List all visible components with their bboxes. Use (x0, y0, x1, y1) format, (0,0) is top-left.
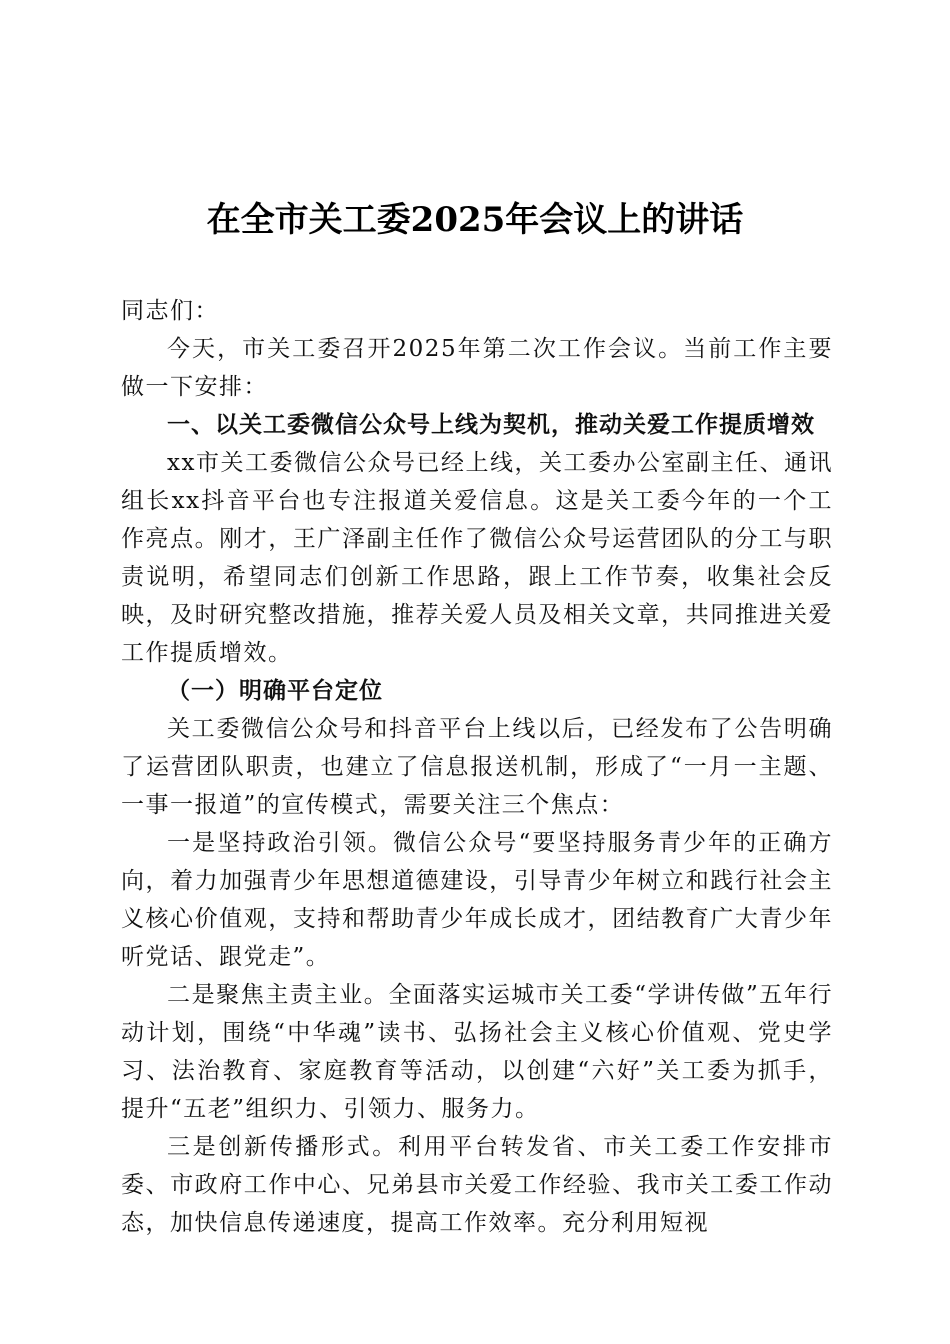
section1-paragraph: xx市关工委微信公众号已经上线，关工委办公室副主任、通讯组长xx抖音平台也专注报道关爱信息。这是关工委今年的一个工作亮点。刚才，王广泽副主任作了微信公众号运营团队的分工与职责说明，希望同志们创新工作思路，跟上工作节奏，收集社会反映，及时研究整改措施，推荐关爱人员及相关文章，共同推进关爱工作提质增效。 (121, 450, 833, 666)
salutation: 同志们： (121, 298, 219, 324)
section-heading-1: 一、以关工委微信公众号上线为契机，推动关爱工作提质增效 (167, 412, 815, 438)
intro-paragraph: 今天，市关工委召开2025年第二次工作会议。当前工作主要做一下安排： (121, 336, 833, 400)
subsection-heading-1: （一）明确平台定位 (167, 678, 383, 704)
document-title: 在全市关工委2025年会议上的讲话 (206, 200, 744, 240)
point-2-paragraph: 二是聚焦主责主业。全面落实运城市关工委“学讲传做”五年行动计划，围绕“中华魂”读书、弘扬社会主义核心价值观、党史学习、法治教育、家庭教育等活动，以创建“六好”关工委为抓手，提升“五老”组织力、引领力、服务力。 (121, 982, 833, 1122)
subsection1-paragraph: 关工委微信公众号和抖音平台上线以后，已经发布了公告明确了运营团队职责，也建立了信息报送机制，形成了“一月一主题、一事一报道”的宣传模式，需要关注三个焦点： (121, 716, 833, 818)
point-1-paragraph: 一是坚持政治引领。微信公众号“要坚持服务青少年的正确方向，着力加强青少年思想道德建设，引导青少年树立和践行社会主义核心价值观，支持和帮助青少年成长成才，团结教育广大青少年听党话、跟党走”。 (121, 830, 833, 970)
point-3-paragraph: 三是创新传播形式。利用平台转发省、市关工委工作安排市委、市政府工作中心、兄弟县市关爱工作经验、我市关工委工作动态，加快信息传递速度，提高工作效率。充分利用短视 (121, 1134, 833, 1236)
document-body (121, 292, 833, 1242)
